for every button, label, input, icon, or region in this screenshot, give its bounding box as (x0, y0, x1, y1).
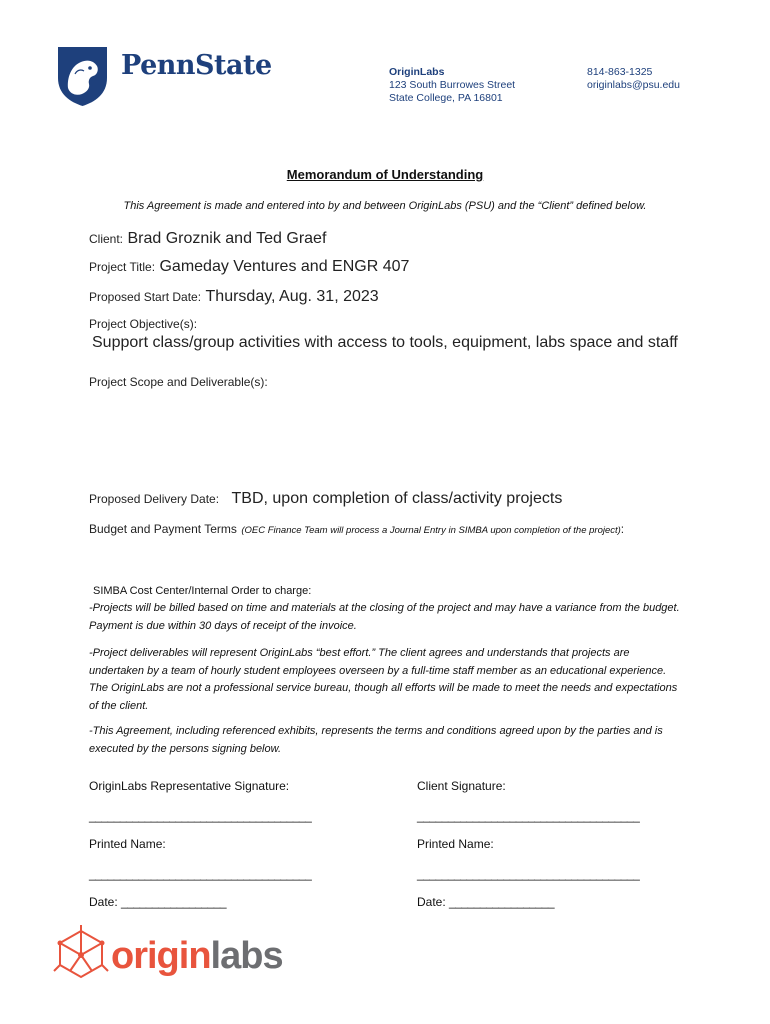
budget-row (89, 520, 624, 538)
delivery-date-value[interactable]: TBD, upon completion of class/activity projects (231, 490, 563, 507)
project-title-value[interactable]: Gameday Ventures and ENGR 407 (159, 258, 410, 275)
scope-label: Project Scope and Deliverable(s): (89, 375, 268, 389)
originlabs-wordmark-origin: origin (111, 935, 211, 977)
originlabs-wordmark (111, 934, 283, 978)
project-title-label: Project Title: (89, 260, 156, 274)
originlabs-cube-icon (52, 925, 110, 986)
client-date-label: Date: (417, 895, 446, 909)
rep-signature-line[interactable]: ____________________________________ (89, 809, 312, 823)
project-title-row (89, 258, 409, 276)
client-date-row (417, 895, 554, 909)
phone-number: 814-863-1325 (587, 66, 653, 78)
memo-intro: This Agreement is made and entered into by and between OriginLabs (PSU) and the “Client” defined below. (123, 200, 647, 212)
client-row (89, 230, 326, 248)
terms-paragraph-deliverables: -Project deliverables will represent OriginLabs “best effort.” The client agrees and understands that projects are undertaken by a team of hourly student employees overseen by a full-time staff member as an educational experience. The OriginLabs are not a professional service bureau, though all efforts will be made to meet the needs and expectations of the client. (89, 647, 678, 712)
org-address (389, 66, 515, 105)
rep-date-line[interactable]: _________________ (121, 895, 226, 909)
terms-paragraph-billing: -Projects will be billed based on time and materials at the closing of the project and may have a variance from the budget. Payment is due within 30 days of receipt of the invoice. (89, 602, 680, 632)
rep-signature-label: OriginLabs Representative Signature: (89, 779, 290, 793)
start-date-value[interactable]: Thursday, Aug. 31, 2023 (205, 288, 379, 305)
client-signature-line[interactable]: ____________________________________ (417, 809, 640, 823)
start-date-row (89, 288, 379, 306)
budget-colon: : (620, 522, 625, 536)
client-printed-name-label: Printed Name: (417, 837, 494, 851)
org-name: OriginLabs (389, 66, 445, 78)
objective-label: Project Objective(s): (89, 317, 198, 331)
objective-value[interactable]: Support class/group activities with access to tools, equipment, labs space and staff (92, 334, 678, 351)
client-signature-label: Client Signature: (417, 779, 506, 793)
rep-date-label: Date: (89, 895, 118, 909)
pennstate-wordmark: PennState (121, 50, 272, 81)
pennstate-shield-logo (55, 44, 110, 113)
client-date-line[interactable]: _________________ (449, 895, 554, 909)
start-date-label: Proposed Start Date: (89, 290, 202, 304)
budget-label: Budget and Payment Terms (89, 522, 237, 536)
memo-title: Memorandum of Understanding (286, 167, 484, 182)
email-address: originlabs@psu.edu (587, 79, 680, 91)
client-printed-name-line[interactable]: ____________________________________ (417, 867, 640, 881)
terms-paragraph-agreement: -This Agreement, including referenced exhibits, represents the terms and conditions agreed upon by the parties and is executed by the persons signing below. (89, 725, 663, 755)
rep-date-row (89, 895, 226, 909)
org-contact (587, 66, 680, 92)
address-line-1: 123 South Burrowes Street (389, 79, 516, 91)
address-line-2: State College, PA 16801 (389, 92, 503, 104)
client-value[interactable]: Brad Groznik and Ted Graef (127, 230, 327, 247)
delivery-date-label: Proposed Delivery Date: (89, 492, 220, 506)
originlabs-wordmark-labs: labs (210, 935, 283, 977)
rep-printed-name-label: Printed Name: (89, 837, 166, 851)
client-label: Client: (89, 232, 124, 246)
budget-note: (OEC Finance Team will process a Journal Entry in SIMBA upon completion of the project) (241, 525, 621, 536)
simba-label: SIMBA Cost Center/Internal Order to charge: (93, 585, 312, 597)
delivery-date-row (89, 490, 562, 508)
rep-printed-name-line[interactable]: ____________________________________ (89, 867, 312, 881)
